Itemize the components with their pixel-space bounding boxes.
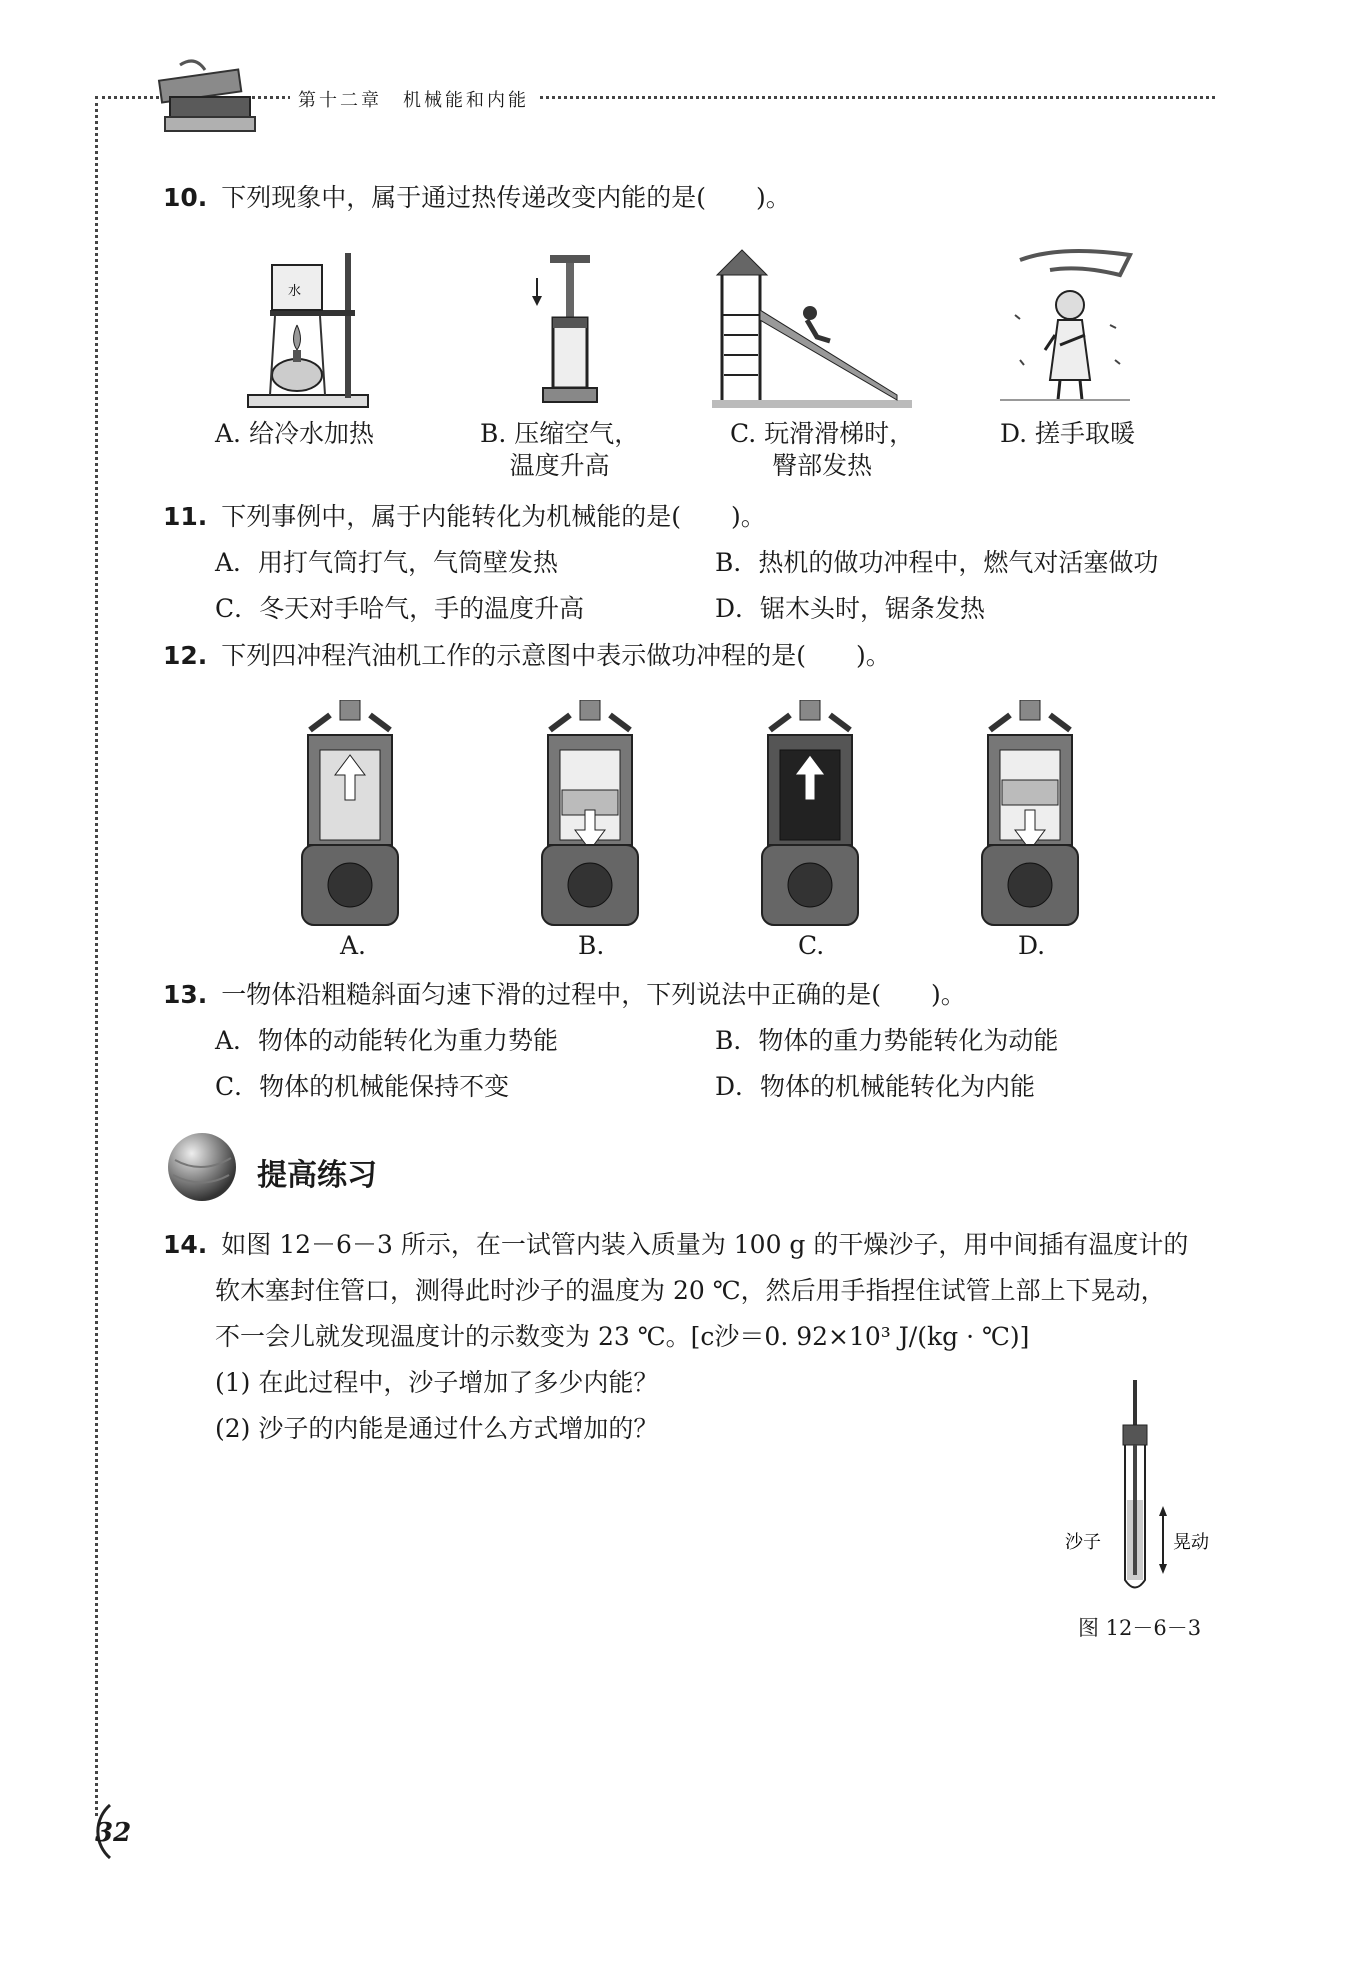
question-12 bbox=[163, 636, 891, 672]
q12-label-a: A. bbox=[340, 931, 367, 960]
heating-water-figure bbox=[240, 245, 380, 410]
question-10 bbox=[163, 178, 791, 214]
engine-a-figure bbox=[300, 700, 400, 930]
slide-figure bbox=[712, 245, 912, 410]
engine-d-figure bbox=[980, 700, 1080, 930]
chapter-title: 第十二章 机械能和内能 bbox=[290, 86, 537, 112]
q10-option-d: D. 搓手取暖 bbox=[1000, 419, 1136, 448]
section-ball-icon bbox=[165, 1130, 240, 1205]
engine-b-figure bbox=[540, 700, 640, 930]
engine-c-figure bbox=[760, 700, 860, 930]
q12-label-b: B. bbox=[578, 931, 605, 960]
question-11 bbox=[163, 497, 766, 533]
test-tube-figure bbox=[1055, 1380, 1235, 1620]
page-number: 32 bbox=[95, 1818, 132, 1848]
q12-label-d: D. bbox=[1018, 931, 1046, 960]
q13-option-a: A．物体的动能转化为重力势能 bbox=[215, 1026, 559, 1055]
q10-option-b: B. 压缩空气， 温度升高 bbox=[480, 419, 640, 480]
question-14 bbox=[163, 1225, 1188, 1261]
question-text: 下列现象中，属于通过热传递改变内能的是( )。 bbox=[221, 183, 791, 212]
question-number: 13. bbox=[163, 980, 208, 1009]
question-text: 一物体沿粗糙斜面匀速下滑的过程中，下列说法中正确的是( )。 bbox=[221, 980, 966, 1009]
question-number: 11. bbox=[163, 502, 208, 531]
question-line-1: 如图 12－6－3 所示，在一试管内装入质量为 100 g 的干燥沙子，用中间插有温度计的 bbox=[221, 1230, 1189, 1259]
question-number: 12. bbox=[163, 641, 208, 670]
question-number: 14. bbox=[163, 1230, 208, 1259]
q11-option-d: D．锯木头时，锯条发热 bbox=[715, 594, 986, 623]
sub-question-2: (2) 沙子的内能是通过什么方式增加的？ bbox=[215, 1414, 659, 1443]
chapter-books-icon bbox=[150, 55, 260, 140]
question-text: 下列四冲程汽油机工作的示意图中表示做功冲程的是( )。 bbox=[221, 641, 891, 670]
q13-option-b: B．物体的重力势能转化为动能 bbox=[715, 1026, 1059, 1055]
q11-option-a: A．用打气筒打气，气筒壁发热 bbox=[215, 548, 559, 577]
section-title: 提高练习 bbox=[257, 1158, 377, 1193]
question-line-2: 软木塞封住管口，测得此时沙子的温度为 20 ℃，然后用手指捏住试管上部上下晃动， bbox=[215, 1276, 1166, 1305]
q10-option-a: A. 给冷水加热 bbox=[215, 419, 374, 448]
left-dotted-line bbox=[95, 96, 98, 1816]
question-text: 下列事例中，属于内能转化为机械能的是( )。 bbox=[221, 502, 766, 531]
question-13 bbox=[163, 975, 966, 1011]
q13-option-d: D．物体的机械能转化为内能 bbox=[715, 1072, 1036, 1101]
q11-option-c: C．冬天对手哈气，手的温度升高 bbox=[215, 594, 585, 623]
beaker-label: 水 bbox=[288, 284, 302, 299]
sub-question-1: (1) 在此过程中，沙子增加了多少内能？ bbox=[215, 1368, 659, 1397]
sand-label: 沙子 bbox=[1065, 1532, 1101, 1553]
shake-label: 晃动 bbox=[1173, 1532, 1209, 1553]
q12-label-c: C. bbox=[798, 931, 825, 960]
figure-caption: 图 12－6－3 bbox=[1078, 1616, 1202, 1640]
q13-option-c: C．物体的机械能保持不变 bbox=[215, 1072, 510, 1101]
rubbing-hands-figure bbox=[990, 245, 1140, 405]
q10-option-c: C. 玩滑滑梯时， 臀部发热 bbox=[730, 419, 915, 480]
air-compression-figure bbox=[525, 250, 605, 410]
question-line-3: 不一会儿就发现温度计的示数变为 23 ℃。[c沙＝0. 92×10³ J/(kg · ℃)] bbox=[215, 1322, 1030, 1351]
header-dotted-line bbox=[95, 96, 1215, 99]
question-number: 10. bbox=[163, 183, 208, 212]
q11-option-b: B．热机的做功冲程中，燃气对活塞做功 bbox=[715, 548, 1159, 577]
